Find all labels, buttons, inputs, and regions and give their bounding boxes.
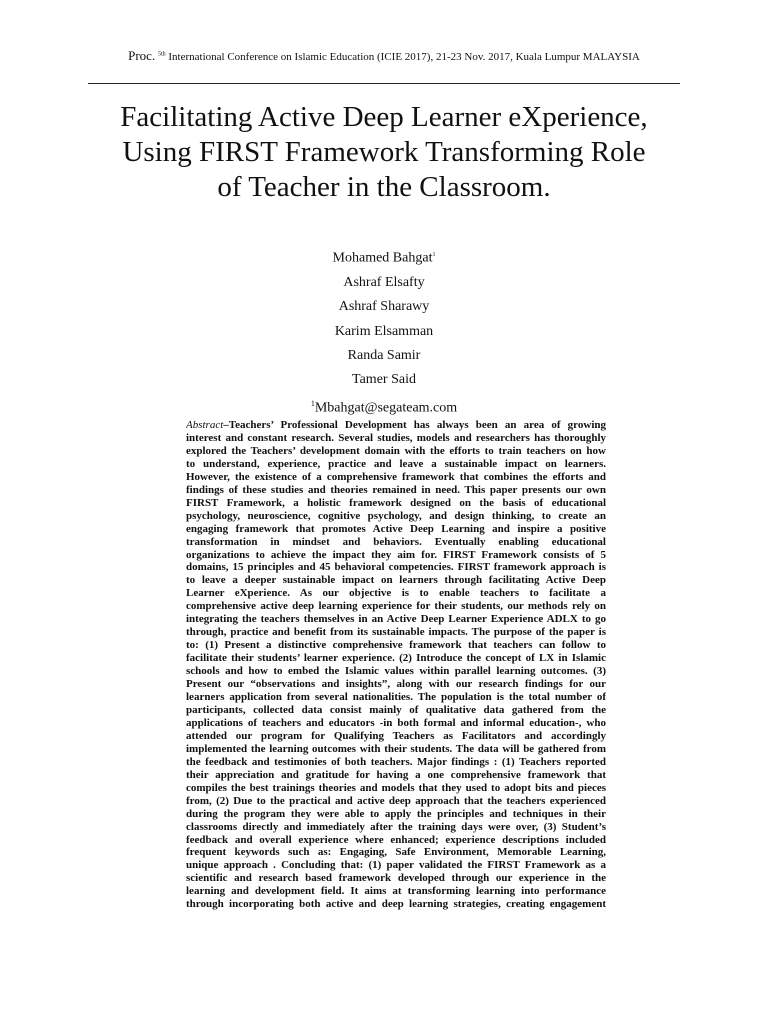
author-6: Tamer Said	[352, 372, 416, 388]
abstract-line: FIRST Framework, a holistic framework designed on the basis of educational	[186, 496, 606, 509]
abstract-line: unique approach . Concluding that: (1) paper validated the FIRST Framework as a	[186, 859, 606, 872]
header-divider	[88, 83, 680, 84]
abstract-line: to leave a deeper sustainable impact on learners through facilitating Active Deep	[186, 574, 606, 587]
abstract-line: classrooms directly and immediately after the training days were over, (3) Student’s	[186, 820, 606, 833]
abstract-line: psychology, neuroscience, cognitive psychology, and design thinking, to create an	[186, 509, 606, 522]
abstract-line: to understand, experience, practice and leave a sustainable impact on learners.	[186, 457, 606, 470]
abstract-line: domains, 15 principles and 45 behavioral competencies. FIRST framework approach is	[186, 561, 606, 574]
abstract-line: facilitate their students’ learner experience. (2) Introduce the concept of LX in Islamic	[186, 652, 606, 665]
abstract-line: schools and how to embed the Islamic values within parallel learning outcomes. (3)	[186, 665, 606, 678]
abstract-line: through incorporating both active and deep learning strategies, creating engagement	[186, 898, 606, 911]
abstract-line: explored the Teachers’ development domain with the efforts to train teachers on how	[186, 444, 606, 457]
header-proc: Proc.	[128, 48, 156, 63]
author-3: Ashraf Sharawy	[338, 299, 430, 315]
abstract-line: engaging framework that promotes Active Deep Learning and inspire a positive	[186, 522, 606, 535]
abstract-line: to: (1) Present a distinctive comprehensive framework that teachers can follow to	[186, 639, 606, 652]
abstract-line	[186, 419, 606, 432]
abstract-line: compiles the best trainings theories and models that they used to adopt bits and pieces	[186, 781, 606, 794]
abstract-line: comprehensive active deep learning experience for their students, our methods rely on	[186, 600, 606, 613]
title-line-1: Facilitating Active Deep Learner eXperience,	[120, 101, 648, 133]
author-email	[0, 392, 768, 421]
abstract-line: during the program they were able to apply the principles and techniques in their	[186, 807, 606, 820]
abstract-line: through, practice and benefit from its sustainable impacts. The purpose of the paper is	[186, 626, 606, 639]
author-4: Karim Elsamman	[334, 323, 434, 339]
proceedings-header	[0, 48, 768, 64]
abstract-lead: Abstract	[186, 419, 224, 431]
abstract-line: organizations to achieve the impact they aim for. FIRST Framework consists of 5	[186, 548, 606, 561]
author-5: Randa Samir	[347, 347, 421, 363]
title-line-3: of Teacher in the Classroom.	[217, 171, 551, 203]
email-address: Mbahgat@segateam.com	[314, 401, 458, 417]
abstract-line-text: –Teachers’ Professional Development has always been an area of growing	[223, 419, 606, 431]
abstract-line: integrating the teachers themselves in an Active Deep Learner Experience ADLX to go	[186, 613, 606, 626]
abstract-body	[186, 419, 606, 911]
header-ordinal-sup: 5th	[157, 51, 166, 58]
paper-title	[60, 100, 708, 205]
abstract-line: scientific and research based framework developed through our experience in the	[186, 872, 606, 885]
header-conference-text: International Conference on Islamic Education (ICIE 2017), 21-23 Nov. 2017, Kuala Lumpur MALAYSIA	[168, 51, 640, 63]
abstract-line: implemented the learning outcomes with their students. The data will be gathered from	[186, 742, 606, 755]
abstract-line: However, the existence of a comprehensive framework that combines the efforts and	[186, 470, 606, 483]
abstract-line: attended our program for Qualifying Teachers as Facilitators and accordingly	[186, 729, 606, 742]
abstract-line: the feedback and testimonies of both teachers. Major findings : (1) Teachers reported	[186, 755, 606, 768]
abstract-line: participants, collected data consist mainly of qualitative data gathered from the	[186, 703, 606, 716]
abstract-line: learning and development field. It aims at transforming learning into performance	[186, 885, 606, 898]
abstract-line: feedback and overall experience where enhanced; experience descriptions included	[186, 833, 606, 846]
abstract-line: Learner eXperience. As our objective is to enable teachers to facilitate a	[186, 587, 606, 600]
abstract-line: interest and constant research. Several studies, models and researchers has thoroughly	[186, 431, 606, 444]
author-1: Mohamed Bahgat$^1$	[332, 250, 436, 266]
abstract-line: transformation in mindset and behaviors. Eventually enabling educational	[186, 535, 606, 548]
abstract-line: learners application from several nationalities. The population is the total number of	[186, 691, 606, 704]
email-sup: 1	[310, 399, 315, 409]
abstract-line: frequent keywords such as: Engaging, Safe Environment, Memorable Learning,	[186, 846, 606, 859]
author-2: Ashraf Elsafty	[343, 274, 425, 290]
author-affiliation-sup: 1	[432, 252, 436, 258]
abstract-line: findings of these studies and theories remained in need. This paper presents our own	[186, 483, 606, 496]
title-line-2: Using FIRST Framework Transforming Role	[122, 136, 646, 168]
abstract-line: from, (2) Due to the practical and active deep approach that the teachers experienced	[186, 794, 606, 807]
abstract-line: their appreciation and gratitude for having a one comprehensive framework that	[186, 768, 606, 781]
author-list	[0, 243, 768, 421]
abstract-line: applications of teachers and educators -in both formal and informal education-, who	[186, 716, 606, 729]
abstract-line: Present our “observations and insights”, along with our research findings for our	[186, 678, 606, 691]
